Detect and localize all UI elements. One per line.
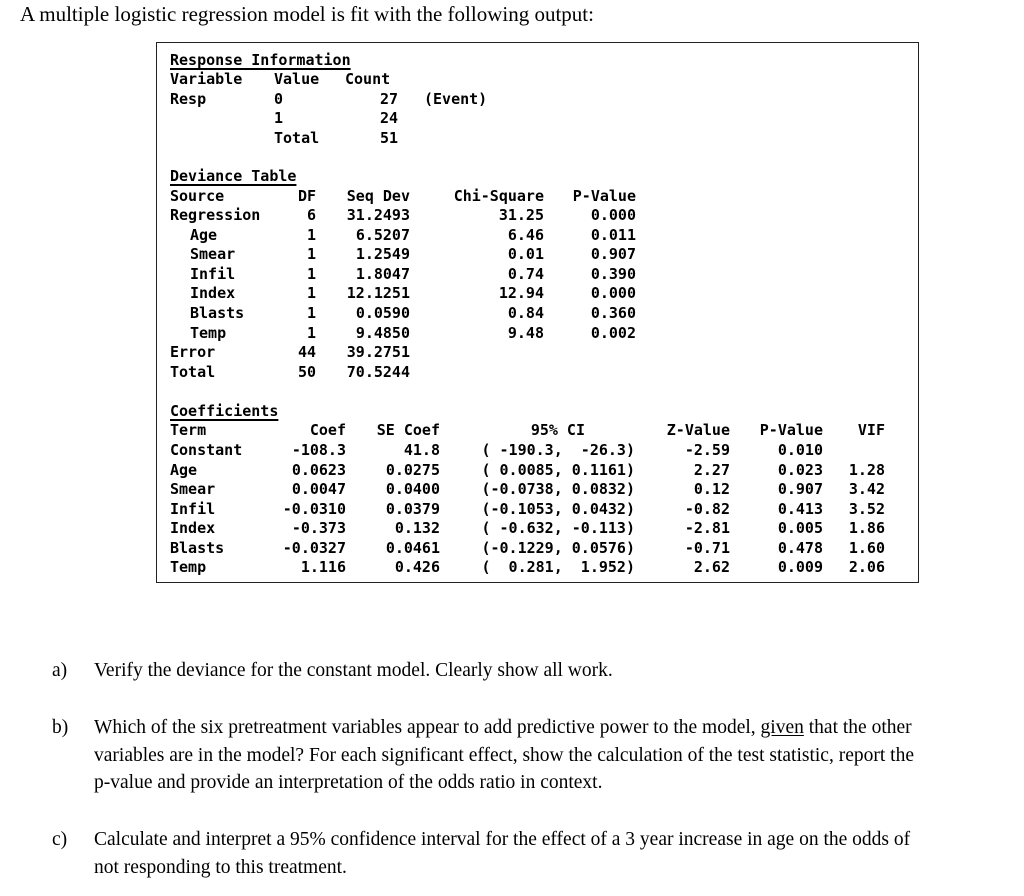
coef-value: 0.0047 (291, 480, 346, 498)
coef-se: 0.0275 (385, 460, 440, 479)
deviance-header-seqdev: Seq Dev (346, 187, 410, 205)
coef-term: Blasts (170, 538, 225, 557)
deviance-pvalue: 0.002 (590, 323, 636, 342)
coef-vif: 1.28 (848, 460, 885, 479)
question-b-label: b) (52, 717, 69, 738)
coef-se: 41.8 (403, 441, 440, 459)
coef-ci: (-0.1229, 0.0576) (481, 538, 635, 557)
deviance-seqdev: 39.2751 (346, 343, 410, 362)
response-count: 27 (379, 90, 398, 108)
deviance-seqdev: 9.4850 (355, 323, 410, 342)
deviance-pvalue: 0.360 (590, 304, 636, 322)
question-a-text: Verify the deviance for the constant model. Clearly show all work. (94, 660, 613, 681)
coef-se: 0.0461 (385, 538, 440, 557)
coef-se: 0.426 (394, 558, 440, 576)
coef-value: -0.0327 (282, 538, 346, 557)
coef-pvalue: 0.478 (777, 538, 823, 557)
deviance-seqdev: 31.2493 (346, 206, 410, 224)
deviance-source: Index (190, 284, 236, 303)
deviance-source: Total (170, 362, 216, 381)
intro-text: A multiple logistic regression model is fit with the following output: (20, 2, 594, 26)
coef-pvalue: 0.005 (777, 519, 823, 537)
coef-zvalue: -2.81 (684, 519, 730, 537)
deviance-seqdev: 70.5244 (346, 362, 410, 381)
deviance-source: Smear (190, 245, 236, 264)
coef-header-ci: 95% CI (530, 421, 585, 439)
deviance-pvalue: 0.011 (590, 225, 636, 244)
response-value: 0 (274, 90, 284, 108)
deviance-chisq: 0.74 (507, 264, 544, 283)
deviance-pvalue: 0.390 (590, 264, 636, 283)
question-b-text-post: that the other variables are in the model? For each significant effect, show the calculation of the test statistic, report the p-value and provide an interpretation of the odds ratio in context. (94, 717, 914, 793)
coef-se: 0.132 (394, 519, 440, 537)
coef-ci: ( 0.0085, 0.1161) (481, 460, 635, 479)
deviance-chisq: 0.84 (507, 304, 544, 322)
response-count: 24 (379, 109, 398, 127)
deviance-header-chisq: Chi-Square (453, 187, 544, 205)
coef-pvalue: 0.023 (777, 460, 823, 479)
deviance-header-df: DF (297, 187, 316, 205)
deviance-chisq: 31.25 (498, 206, 544, 224)
coef-ci: (-0.1053, 0.0432) (481, 499, 635, 518)
coef-vif: 1.86 (848, 519, 885, 537)
deviance-source: Blasts (190, 304, 245, 322)
deviance-header-pvalue: P-Value (572, 187, 636, 205)
question-b-text (94, 714, 914, 797)
coef-header-secoef: SE Coef (376, 421, 440, 439)
coef-header-vif: VIF (857, 421, 885, 439)
deviance-seqdev: 6.5207 (355, 225, 410, 244)
deviance-source: Regression (170, 206, 261, 224)
deviance-chisq: 6.46 (507, 225, 544, 244)
coef-zvalue: 2.62 (693, 558, 730, 576)
coef-se: 0.0379 (385, 499, 440, 518)
deviance-pvalue: 0.000 (590, 206, 636, 224)
deviance-seqdev: 1.8047 (355, 264, 410, 283)
coef-ci: ( -0.632, -0.113) (481, 519, 635, 537)
deviance-header-source: Source (170, 187, 225, 205)
deviance-source: Error (170, 343, 216, 362)
coef-value: 0.0623 (291, 460, 346, 479)
coef-term: Smear (170, 480, 216, 498)
coef-zvalue: -0.82 (684, 499, 730, 518)
coefficients-title: Coefficients (170, 402, 279, 420)
coef-zvalue: -0.71 (684, 538, 730, 557)
response-title: Response Information (170, 51, 351, 69)
deviance-df: 1 (306, 323, 316, 342)
deviance-df: 1 (306, 245, 316, 264)
coef-ci: ( -190.3, -26.3) (481, 441, 635, 459)
coef-header-pvalue: P-Value (759, 421, 823, 439)
deviance-df: 1 (306, 264, 316, 283)
coef-term: Age (170, 460, 198, 479)
question-c-label: c) (52, 829, 68, 850)
deviance-pvalue: 0.000 (590, 284, 636, 303)
response-count: 51 (379, 129, 398, 147)
question-b-text-pre: Which of the six pretreatment variables appear to add predictive power to the model, (94, 717, 761, 738)
deviance-df: 50 (297, 362, 316, 381)
deviance-seqdev: 1.2549 (355, 245, 410, 264)
response-header-variable: Variable (170, 70, 243, 88)
deviance-source: Age (190, 225, 218, 244)
response-header-value: Value (274, 70, 320, 88)
deviance-df: 44 (297, 343, 316, 362)
coef-pvalue: 0.009 (777, 558, 823, 576)
coef-zvalue: 0.12 (693, 480, 730, 498)
coef-vif: 2.06 (848, 558, 885, 576)
coef-value: -0.0310 (282, 499, 346, 518)
response-value: Total (274, 129, 320, 147)
deviance-seqdev: 12.1251 (346, 284, 410, 303)
coef-se: 0.0400 (385, 480, 440, 498)
coef-term: Infil (170, 499, 216, 518)
deviance-chisq: 0.01 (507, 245, 544, 264)
deviance-chisq: 12.94 (498, 284, 544, 303)
coef-vif: 1.60 (848, 538, 885, 557)
coef-ci: ( 0.281, 1.952) (481, 558, 635, 576)
coef-term: Temp (170, 558, 207, 576)
coef-pvalue: 0.413 (777, 499, 823, 518)
coef-value: -108.3 (291, 441, 346, 459)
response-value: 1 (274, 109, 284, 127)
deviance-df: 1 (306, 225, 316, 244)
deviance-title: Deviance Table (170, 167, 297, 185)
coef-header-term: Term (170, 421, 207, 439)
question-c-text: Calculate and interpret a 95% confidence interval for the effect of a 3 year increase in age on the odds of not responding to this treatment. (94, 829, 911, 878)
deviance-chisq: 9.48 (507, 323, 544, 342)
deviance-pvalue: 0.907 (590, 245, 636, 264)
deviance-df: 6 (306, 206, 316, 224)
coef-pvalue: 0.907 (777, 480, 823, 498)
response-variable: Resp (170, 90, 207, 108)
coef-pvalue: 0.010 (777, 441, 823, 459)
response-header-count: Count (345, 70, 391, 88)
deviance-source: Temp (190, 323, 227, 342)
deviance-source: Infil (190, 264, 236, 283)
coef-vif: 3.42 (848, 480, 885, 498)
deviance-seqdev: 0.0590 (355, 304, 410, 322)
deviance-df: 1 (306, 304, 316, 322)
coef-term: Constant (170, 441, 243, 459)
coef-zvalue: -2.59 (684, 441, 730, 459)
response-note: (Event) (424, 90, 488, 108)
coef-value: 1.116 (300, 558, 346, 576)
coef-zvalue: 2.27 (693, 460, 730, 479)
question-b-underlined-word: given (760, 717, 804, 738)
coef-header-coef: Coef (309, 421, 346, 439)
coef-term: Index (170, 519, 216, 537)
coef-value: -0.373 (291, 519, 346, 537)
coef-vif: 3.52 (848, 499, 885, 518)
coef-header-zvalue: Z-Value (666, 421, 730, 439)
deviance-df: 1 (306, 284, 316, 303)
coef-ci: (-0.0738, 0.0832) (481, 480, 635, 498)
question-a-label: a) (52, 660, 68, 681)
